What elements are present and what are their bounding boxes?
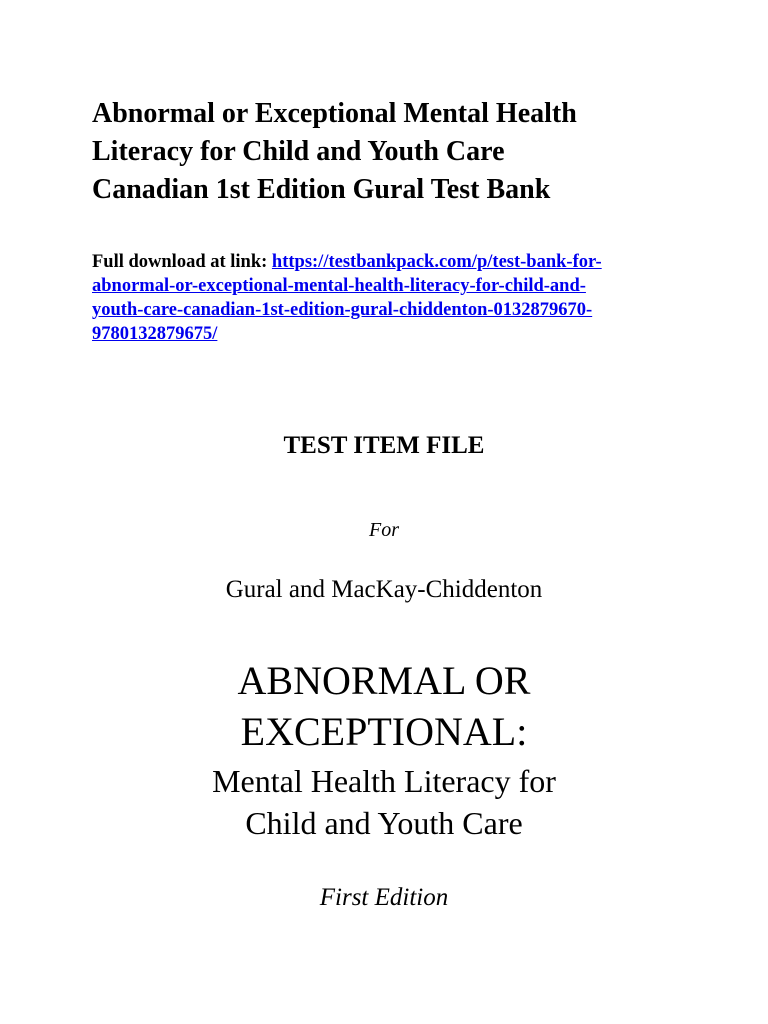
download-link-part-1[interactable]: https://testbankpack.com/p/test-bank-for- <box>271 252 602 272</box>
book-title-line-2: EXCEPTIONAL: <box>240 709 528 754</box>
download-link-part-2[interactable]: abnormal-or-exceptional-mental-health-literacy-for-child-and- <box>92 276 586 296</box>
test-item-heading: TEST ITEM FILE <box>283 432 485 459</box>
download-label: Full download at link: <box>92 252 272 272</box>
download-line-3 <box>92 298 692 322</box>
for-label: For <box>369 519 399 541</box>
download-link-part-4[interactable]: 9780132879675/ <box>92 324 218 344</box>
download-line-2 <box>92 274 692 298</box>
document-title <box>92 95 692 209</box>
download-line-1 <box>92 250 692 274</box>
authors: Gural and MacKay-Chiddenton <box>225 576 543 603</box>
book-subtitle <box>0 760 768 844</box>
document-title-line-3: Canadian 1st Edition Gural Test Bank <box>92 174 551 205</box>
book-subtitle-line-2: Child and Youth Care <box>245 805 523 841</box>
download-link-part-3[interactable]: youth-care-canadian-1st-edition-gural-chiddenton-0132879670- <box>92 300 593 320</box>
book-title-line-1: ABNORMAL OR <box>237 658 531 703</box>
download-section <box>92 250 692 346</box>
book-title <box>0 655 768 757</box>
book-subtitle-line-1: Mental Health Literacy for <box>212 763 556 799</box>
document-title-line-1: Abnormal or Exceptional Mental Health <box>92 98 577 129</box>
document-title-line-2: Literacy for Child and Youth Care <box>92 136 505 167</box>
edition-label: First Edition <box>319 884 449 911</box>
download-line-4 <box>92 322 692 346</box>
